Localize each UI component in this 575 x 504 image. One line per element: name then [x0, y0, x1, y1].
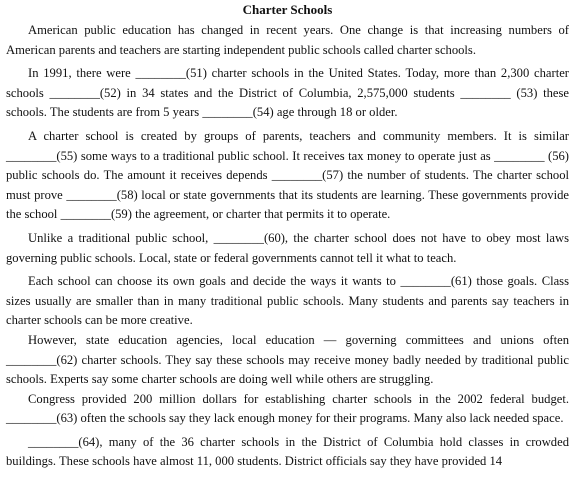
paragraph-6: However, state education agencies, local education — governing committees and unions often ________(62) charter schools. They say these schools may receive money badly needed by traditional public schools. Experts say some charter schools are doing well while others are struggling. [6, 332, 569, 387]
paragraph-2: In 1991, there were ________(51) charter schools in the United States. Today, more than 2,300 charter schools ________(52) in 34 states and the District of Columbia, 2,575,000 students ________ (53) these schools. The students are from 5 years ________(54) age through 18 or older. [6, 66, 569, 120]
document-title: Charter Schools [242, 2, 333, 17]
paragraph-5: Each school can choose its own goals and decide the ways it wants to ________(61) those goals. Class sizes usually are smaller than in many traditional public schools. Many students and parents say teachers in charter schools can be more creative. [6, 274, 569, 328]
paragraph-7: Congress provided 200 million dollars for establishing charter schools in the 2002 federal budget. ________(63) often the schools say they lack enough money for their programs. Many also lack needed space. [6, 391, 569, 426]
paragraph-4: Unlike a traditional public school, ________(60), the charter school does not have to obey most laws governing public schools. Local, state or federal governments cannot tell it what to teach. [6, 230, 569, 265]
paragraph-1: American public education has changed in recent years. One change is that increasing numbers of American parents and teachers are starting independent public schools called charter schools. [6, 23, 569, 57]
paragraph-8: ________(64), many of the 36 charter schools in the District of Columbia hold classes in crowded buildings. These schools have almost 11, 000 students. District officials say they have provided 14 [6, 434, 569, 469]
paragraph-3: A charter school is created by groups of parents, teachers and community members. It is similar ________(55) some ways to a traditional public school. It receives tax money to operate just as ________ (56) public schools do. The amount it receives depends ________(57) the number of students. The charter school must prove ________(58) local or state governments that its students are learning. These governments provide the school ________(59) the agreement, or charter that permits it to operate. [6, 128, 569, 222]
